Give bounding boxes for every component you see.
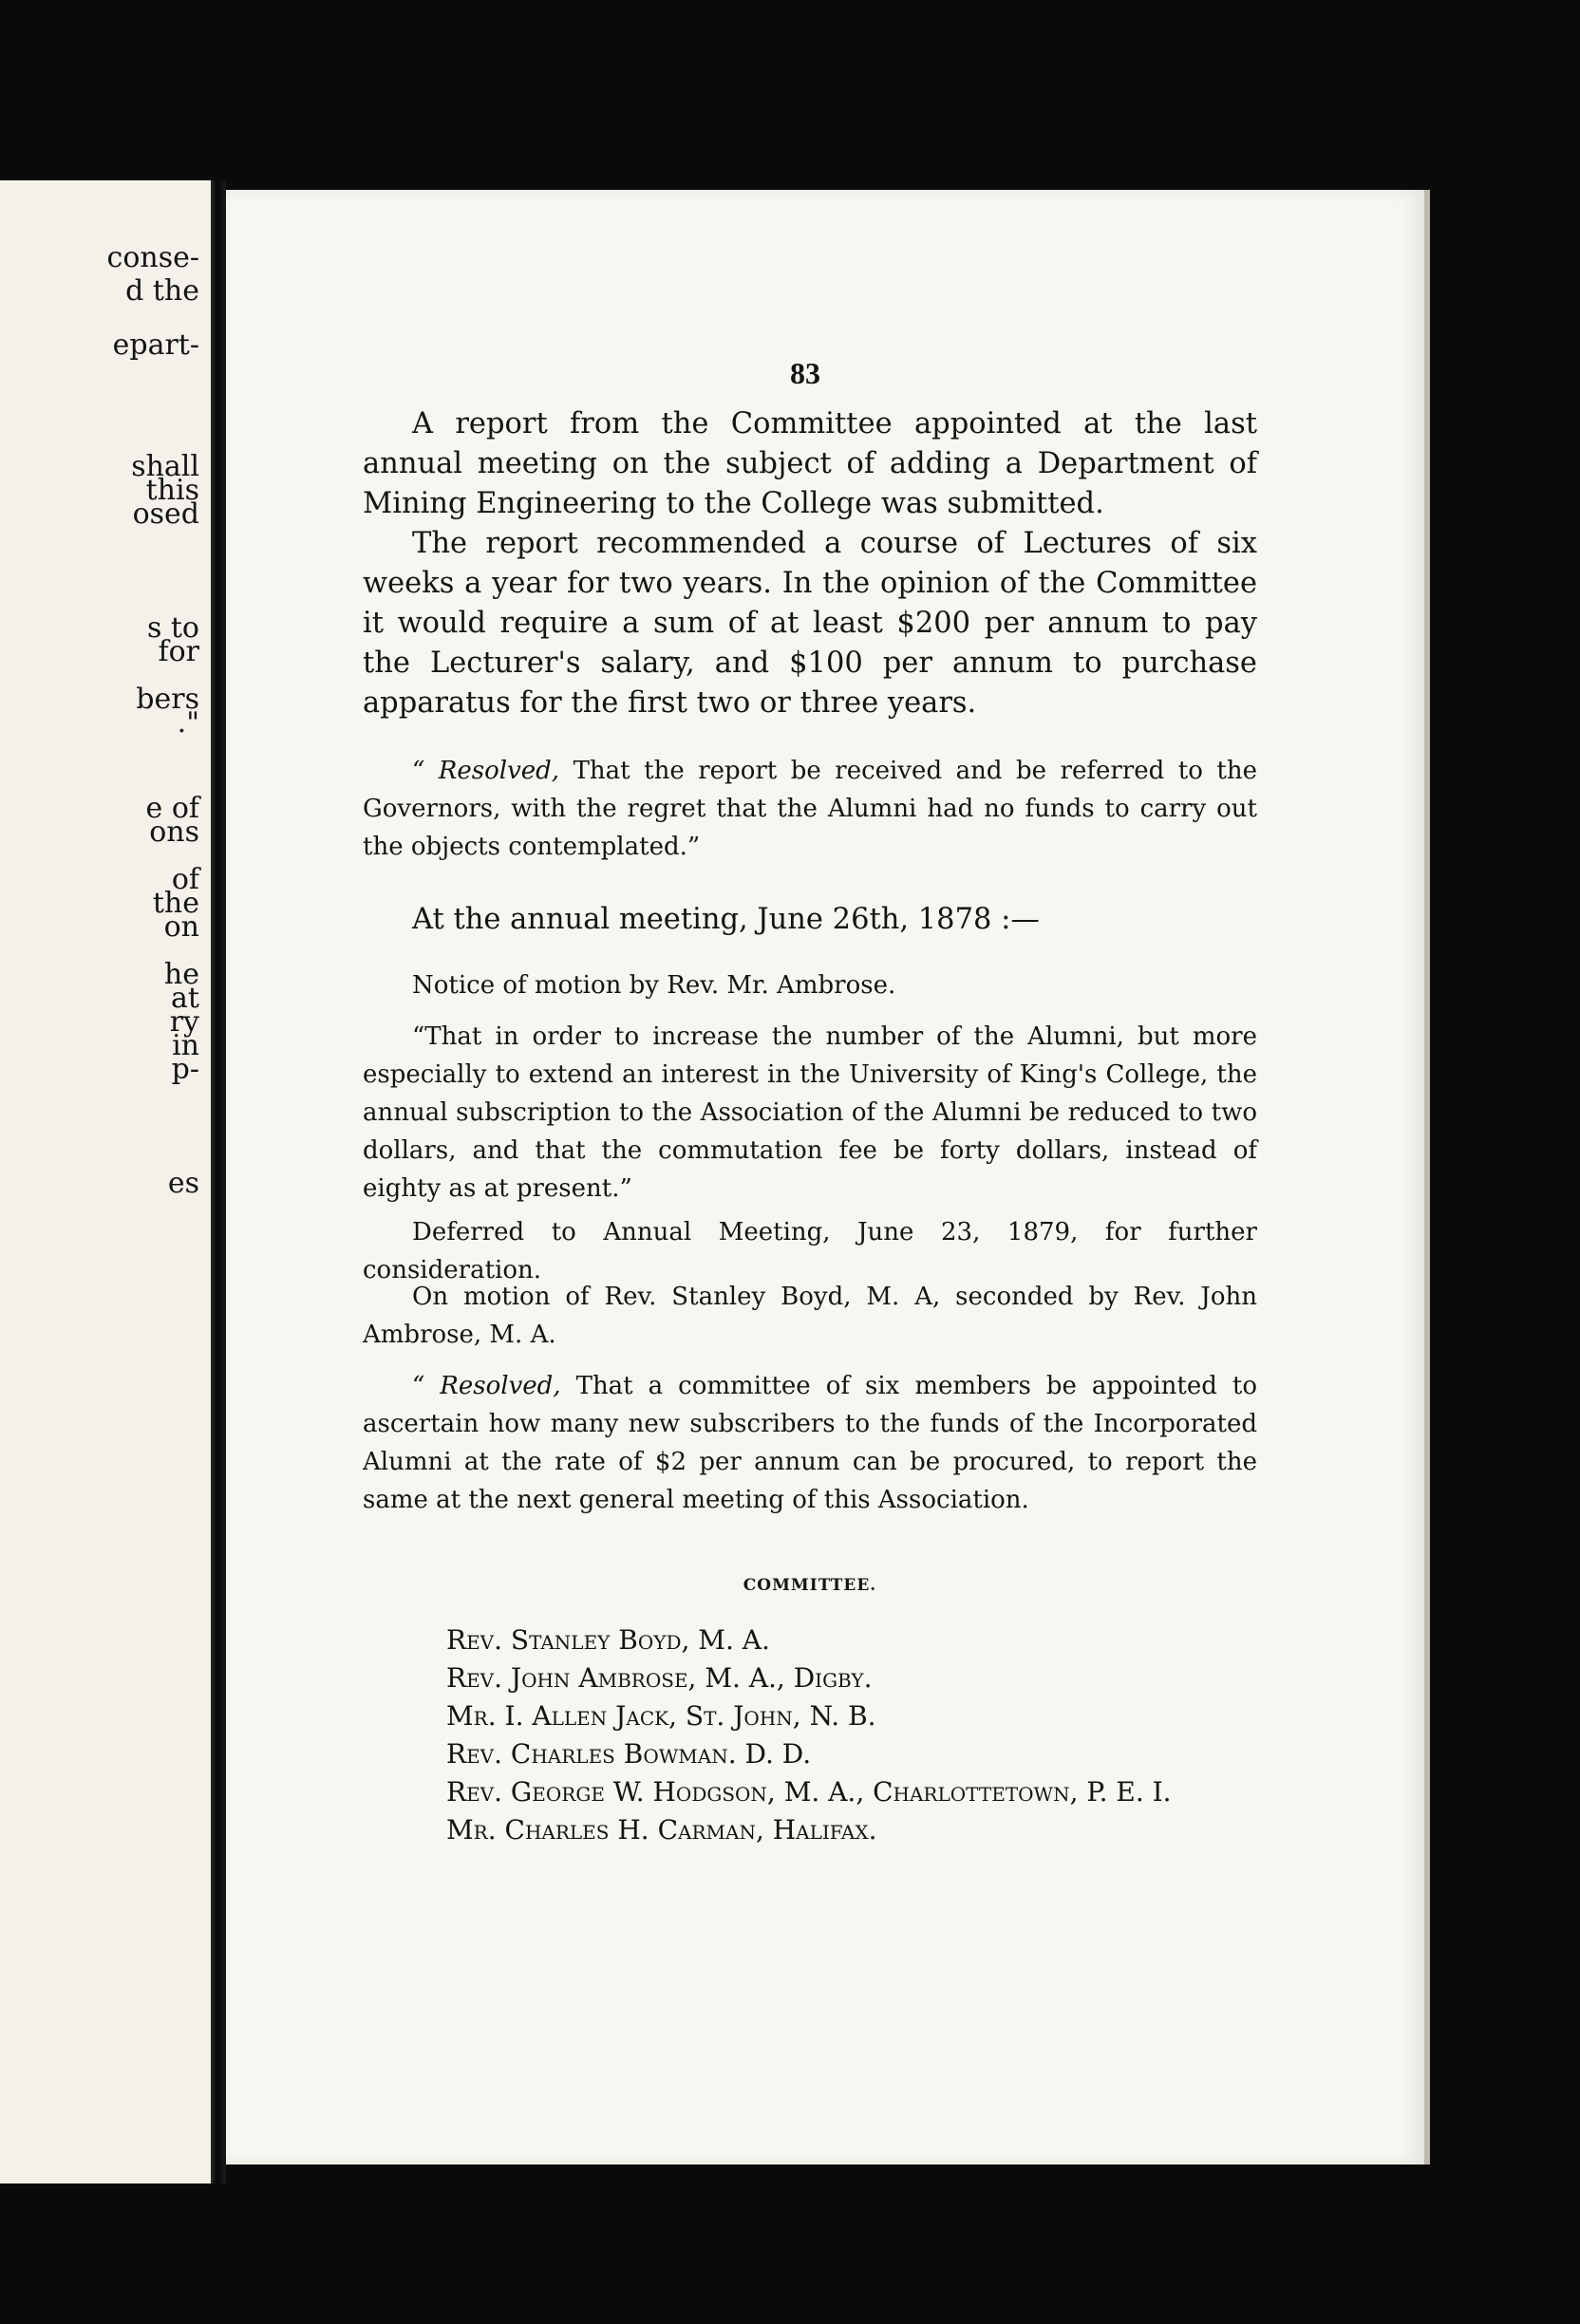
left-page-text-fragment: ." [177, 706, 199, 740]
left-page-text-fragment: at [171, 982, 199, 1015]
left-page-text-fragment: of [171, 863, 199, 896]
left-page-text-fragment: in [172, 1029, 199, 1062]
left-page-text-fragment: for [158, 635, 199, 668]
resolved-lead: “ Resolved, [412, 757, 560, 785]
page-edge [1424, 190, 1430, 2165]
left-page-text-fragment: s to [146, 611, 199, 645]
committee-member: Rev. Charles Bowman. D. D. [446, 1738, 812, 1770]
left-page-text-fragment: ons [149, 815, 199, 849]
left-page-text-fragment: p- [171, 1053, 199, 1086]
left-page-text-fragment: he [163, 958, 199, 991]
paragraph-report: A report from the Committee appointed at the last annual meeting on the subject of adding a Department of Mining Engineering to the College was submitted. [363, 407, 1257, 520]
left-page-text-fragment: d the [125, 274, 199, 308]
left-page-fragment [0, 180, 211, 2183]
committee-member: Rev. Stanley Boyd, M. A. [446, 1624, 770, 1656]
committee-member: Rev. John Ambrose, M. A., Digby. [446, 1662, 873, 1694]
paragraph-recommendation: The report recommended a course of Lectures of six weeks a year for two years. In the opinion of the Committee it would require a sum of at least $200 per annum to pay the Lecturer's salary, and $100 per annum to purchase apparatus for the first two or three years. [363, 527, 1257, 720]
left-page-text-fragment: ry [169, 1005, 199, 1039]
annual-meeting-heading: At the annual meeting, June 26th, 1878 :— [412, 903, 1040, 936]
left-page-text-fragment: bers [136, 683, 199, 716]
committee-list [446, 1621, 1263, 1849]
committee-member: Mr. Charles H. Carman, Halifax. [446, 1814, 877, 1846]
left-page-text-fragment: epart- [112, 328, 199, 362]
resolution-committee [363, 1367, 1257, 1519]
left-page-text-fragment: this [145, 474, 199, 507]
left-page-text-fragment: conse- [106, 241, 199, 274]
page-number: 83 [790, 356, 820, 390]
committee-member: Mr. I. Allen Jack, St. John, N. B. [446, 1700, 876, 1732]
left-page-text-fragment: osed [132, 497, 199, 531]
committee-heading: COMMITTEE. [743, 1576, 877, 1595]
resolution-governors [363, 752, 1257, 866]
notice-of-motion: Notice of motion by Rev. Mr. Ambrose. [412, 971, 896, 1000]
resolved-lead: “ Resolved, [412, 1372, 561, 1400]
left-page-text-fragment: the [152, 887, 199, 920]
motion-boyd: On motion of Rev. Stanley Boyd, M. A, seconded by Rev. John Ambrose, M. A. [363, 1283, 1257, 1349]
left-page-text-fragment: on [163, 910, 199, 944]
left-page-text-fragment: es [167, 1167, 199, 1200]
deferred-note: Deferred to Annual Meeting, June 23, 1879, for further consideration. [363, 1218, 1257, 1284]
committee-member: Rev. George W. Hodgson, M. A., Charlottetown, P. E. I. [446, 1776, 1172, 1808]
motion-text: “That in order to increase the number of the Alumni, but more especially to extend an interest in the University of King's College, the annual subscription to the Association of the Alumni be reduced to two dollars, and that the commutation fee be forty dollars, instead of eighty as at present.” [363, 1022, 1257, 1203]
left-page-text-fragment: e of [145, 792, 199, 825]
left-page-text-fragment: shall [131, 450, 199, 483]
right-page [226, 190, 1424, 2165]
resolution-text: That a committee of six members be appointed to ascertain how many new subscribers to the funds of the Incorporated Alumni at the rate of $2 per annum can be procured, to report the same at the next general meeting of this Association. [363, 1372, 1257, 1514]
resolution-text: That the report be received and be referred to the Governors, with the regret that the Alumni had no funds to carry out the objects contemplated.” [363, 757, 1257, 861]
book-gutter [211, 180, 226, 2183]
